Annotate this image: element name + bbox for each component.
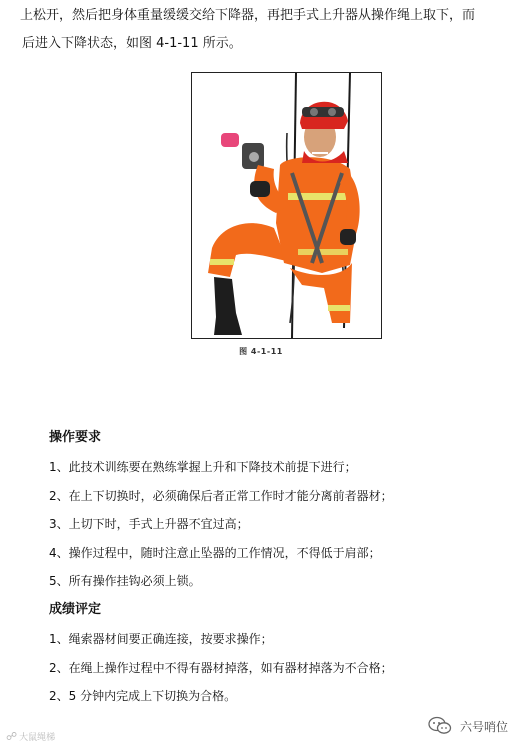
firefighter-rope-photo (191, 72, 382, 339)
wechat-account-badge[interactable] (428, 716, 508, 736)
requirement-item-3: 3、上切下时，手式上升器不宜过高； (49, 517, 249, 531)
requirement-item-2: 2、在上下切换时，必须确保后者正常工作时才能分离前者器材； (49, 489, 393, 503)
requirement-item-5: 5、所有操作挂钩必须上锁。 (49, 574, 201, 588)
evaluation-item-2: 2、在绳上操作过程中不得有器材掉落，如有器材掉落为不合格； (49, 661, 393, 675)
evaluation-item-3: 2、5 分钟内完成上下切换为合格。 (49, 689, 237, 703)
requirement-item-1: 1、此技术训练要在熟练掌握上升和下降技术前提下进行； (49, 460, 357, 474)
requirement-item-4: 4、操作过程中，随时注意止坠器的工作情况，不得低于肩部； (49, 546, 381, 560)
firefighter-illustration (192, 73, 381, 338)
intro-line-1: 上松开，然后把身体重量缓缓交给下降器，再把手式上升器从操作绳上取下，而 (20, 8, 476, 23)
account-name: 六号哨位 (459, 719, 508, 734)
requirements-heading: 操作要求 (49, 430, 102, 445)
intro-line-2: 后进入下降状态，如图 4-1-11 所示。 (22, 36, 242, 51)
wechat-icon (428, 716, 452, 736)
figure-caption: 图 4-1-11 (239, 347, 283, 356)
watermark (6, 730, 55, 743)
evaluation-heading: 成绩评定 (49, 602, 102, 617)
watermark-text: 大鼠绳梯 (19, 733, 56, 743)
evaluation-item-1: 1、绳索器材间要正确连接，按要求操作； (49, 632, 273, 646)
watermark-logo-icon: ☍ (6, 730, 18, 743)
